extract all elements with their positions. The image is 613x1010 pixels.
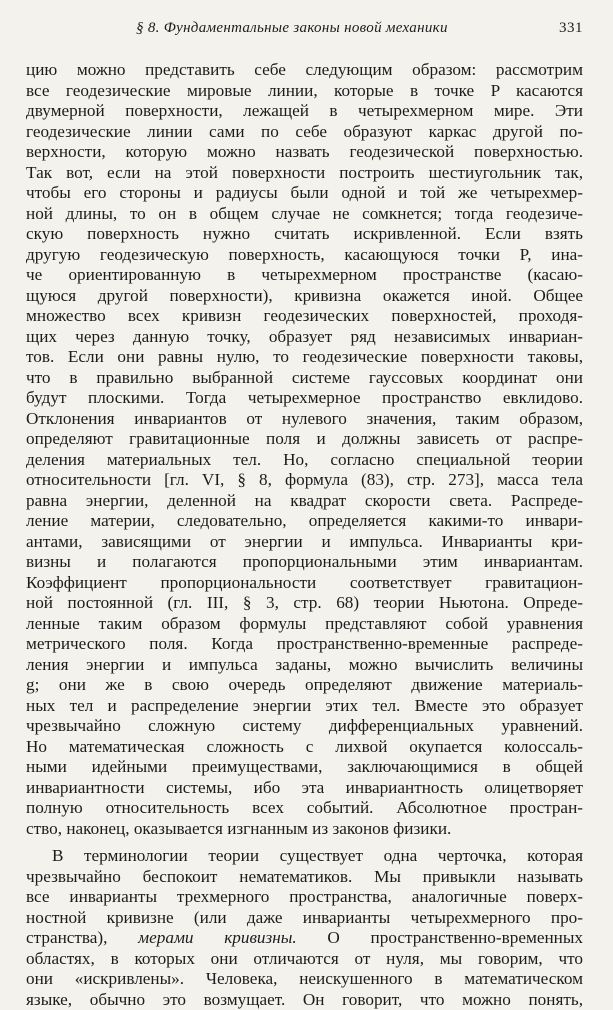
paragraph-gap: [26, 839, 583, 846]
text-line: верхности, которую можно назвать геодезической поверхностью.: [26, 142, 583, 163]
text-line: геодезические линии сами по себе образуют каркас другой по-: [26, 122, 583, 143]
text-line: ной постоянной (гл. III, § 3, стр. 68) теории Ньютона. Опреде-: [26, 593, 583, 614]
text-line: ностной кривизне (или даже инварианты четырехмерного про-: [26, 908, 583, 929]
text-line: относительности [гл. VI, § 8, формула (83), стр. 273], масса тела: [26, 470, 583, 491]
text-line: множество всех кривизн геодезических поверхностей, проходя-: [26, 306, 583, 327]
text-line: двумерной поверхности, лежащей в четырехмерном мире. Эти: [26, 101, 583, 122]
running-title: § 8. Фундаментальные законы новой механики: [136, 20, 448, 37]
running-header: [26, 20, 583, 42]
page-number: 331: [559, 20, 583, 37]
text-line-mixed: [26, 928, 583, 949]
text-line: метрического поля. Когда пространственно-временные распреде-: [26, 634, 583, 655]
text-line: ленные таким образом формулы представляют собой уравнения: [26, 614, 583, 635]
text-line: другую геодезическую поверхность, касающуюся точки P, ина-: [26, 245, 583, 266]
text-line: визны и полагаются пропорциональными этим инвариантам.: [26, 552, 583, 573]
text-line: деления материальных тел. Но, согласно специальной теории: [26, 450, 583, 471]
text-line: Но математическая сложность с лихвой окупается колоссаль-: [26, 737, 583, 758]
text-line: Отклонения инвариантов от нулевого значения, таким образом,: [26, 409, 583, 430]
text-line: ных тел и распределение энергии этих тел. Вместе это образует: [26, 696, 583, 717]
emphasized-term: мерами кривизны.: [138, 928, 297, 947]
text-line: все геодезические мировые линии, которые в точке P касаются: [26, 81, 583, 102]
text-line: че ориентированную в четырехмерном пространстве (касаю-: [26, 265, 583, 286]
text-line: ления энергии и импульса заданы, можно вычислить величины: [26, 655, 583, 676]
body-text: [26, 60, 583, 1010]
text-line: все инварианты трехмерного пространства, аналогичные поверх-: [26, 887, 583, 908]
text-line: областях, в которых они отличаются от нуля, мы говорим, что: [26, 949, 583, 970]
text-line: Коэффициент пропорциональности соответствует гравитацион-: [26, 573, 583, 594]
text-line: равна энергии, деленной на квадрат скорости света. Распреде-: [26, 491, 583, 512]
text-line: они «искривлены». Человека, неискушенного в математическом: [26, 969, 583, 990]
text-line: Так вот, если на этой поверхности построить шестиугольник так,: [26, 163, 583, 184]
text-line: В терминологии теории существует одна черточка, которая: [26, 846, 583, 867]
text-line: антами, зависящими от энергии и импульса. Инварианты кри-: [26, 532, 583, 553]
text-line: инвариантности системы, ибо эта инвариантность олицетворяет: [26, 778, 583, 799]
text-segment: О пространственно-временных: [327, 928, 583, 947]
text-line: чрезвычайно сложную систему дифференциальных уравнений.: [26, 716, 583, 737]
text-line: ство, наконец, оказывается изгнанным из законов физики.: [26, 819, 583, 840]
text-line: ление материи, следовательно, определяется какими-то инвари-: [26, 511, 583, 532]
text-segment: странства),: [26, 928, 107, 947]
text-line: ными идейными преимуществами, заключающимися в общей: [26, 757, 583, 778]
text-line: g; они же в свою очередь определяют движение материаль-: [26, 675, 583, 696]
text-line: языке, обычно это возмущает. Он говорит, что можно понять,: [26, 990, 583, 1010]
paragraph-1: [26, 60, 583, 839]
text-line: что в правильно выбранной системе гауссовых координат они: [26, 368, 583, 389]
text-line: щуюся другой поверхности), кривизна окажется иной. Общее: [26, 286, 583, 307]
text-line: щих через данную точку, образует ряд независимых инвариан-: [26, 327, 583, 348]
text-line: тов. Если они равны нулю, то геодезические поверхности таковы,: [26, 347, 583, 368]
text-line: полную относительность всех событий. Абсолютное простран-: [26, 798, 583, 819]
text-line: определяют гравитационные поля и должны зависеть от распре-: [26, 429, 583, 450]
text-line: чтобы его стороны и радиусы были одной и той же четырехмер-: [26, 183, 583, 204]
text-line: скую поверхность нужно считать искривленной. Если взять: [26, 224, 583, 245]
text-line: цию можно представить себе следующим образом: рассмотрим: [26, 60, 583, 81]
text-line: будут плоскими. Тогда четырехмерное пространство евклидово.: [26, 388, 583, 409]
text-line: чрезвычайно беспокоит нематематиков. Мы привыкли называть: [26, 867, 583, 888]
text-line: ной длины, то он в общем случае не сомкнется; тогда геодезиче-: [26, 204, 583, 225]
paragraph-2: [26, 846, 583, 1010]
